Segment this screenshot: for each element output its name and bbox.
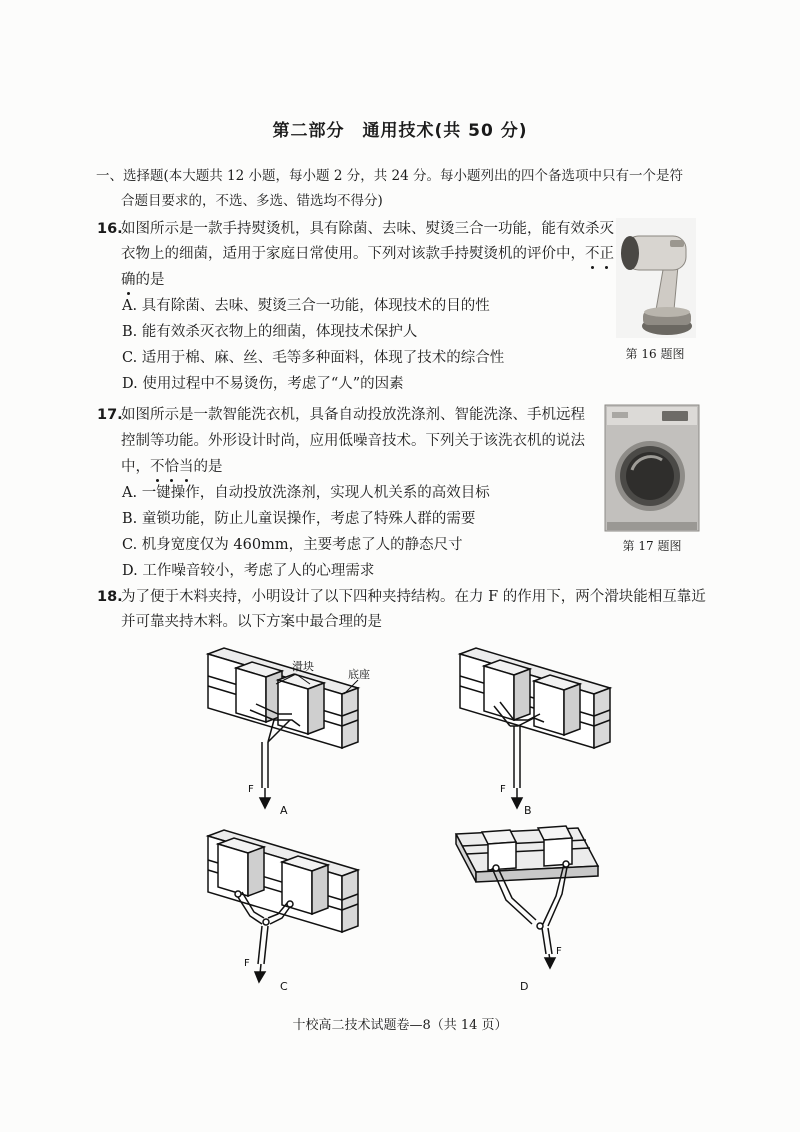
q16-line-3-text: 的是 [135, 272, 165, 288]
q16-line-2 [121, 244, 614, 264]
q16-option-a: A. 具有除菌、去味、熨烫三合一功能，体现技术的目的性 [122, 298, 490, 314]
q17-line-3 [121, 457, 223, 477]
q17-figure-caption: 第 17 题图 [622, 539, 682, 553]
clamp-diagram-d [448, 822, 648, 1002]
option-label-d: D [520, 980, 529, 993]
instructions-line-1: 一、选择题(本大题共 12 小题，每小题 2 分，共 24 分。每小题列出的四个备选项中只有一个是符 [96, 168, 683, 184]
slider-label: 滑块 [292, 660, 314, 673]
clamp-diagram-a [196, 640, 396, 820]
q17-line-3-pre: 中， [121, 459, 150, 475]
force-label-c: F [244, 958, 250, 969]
q16-line-2-text: 衣物上的细菌，适用于家庭日常使用。下列对该款手持熨烫机的评价中， [121, 246, 585, 262]
force-label-a: F [248, 784, 254, 795]
clamp-diagram-b [448, 640, 648, 820]
q16-figure-caption: 第 16 题图 [625, 347, 685, 361]
q16-emphasis-1: 不 [585, 246, 600, 262]
q16-option-c: C. 适用于棉、麻、丝、毛等多种面料，体现了技术的综合性 [122, 350, 505, 366]
q16-number: 16. [97, 221, 123, 237]
q17-line-3-post: 的是 [193, 459, 223, 475]
instructions-line-2: 合题目要求的，不选、多选、错选均不得分) [121, 193, 383, 209]
q17-line-1: 如图所示是一款智能洗衣机，具备自动投放洗涤剂、智能洗涤、手机远程 [121, 407, 585, 423]
q17-emphasis-3: 当 [179, 459, 194, 475]
washing-machine-image [604, 404, 700, 532]
force-label-d: F [556, 946, 562, 957]
q17-emphasis-2: 恰 [164, 459, 179, 475]
option-label-b: B [524, 804, 532, 817]
section-title: 第二部分 通用技术(共 50 分) [272, 121, 528, 141]
q16-emphasis-2: 正 [599, 246, 614, 262]
q18-number: 18. [97, 589, 123, 605]
q17-line-2: 控制等功能。外形设计时尚，应用低噪音技术。下列关于该洗衣机的说法 [121, 433, 585, 449]
page-footer: 十校高二技术试题卷—8（共 14 页） [292, 1018, 508, 1033]
q17-option-a: A. 一键操作，自动投放洗涤剂，实现人机关系的高效目标 [122, 485, 490, 501]
q17-option-d: D. 工作噪音较小，考虑了人的心理需求 [122, 563, 375, 579]
q16-option-d: D. 使用过程中不易烫伤，考虑了“人”的因素 [122, 376, 404, 392]
option-label-c: C [280, 980, 288, 993]
q17-number: 17. [97, 407, 123, 423]
q17-option-b: B. 童锁功能，防止儿童误操作，考虑了特殊人群的需要 [122, 511, 476, 527]
clamp-diagram-c [196, 822, 396, 1002]
steamer-image [612, 214, 698, 340]
base-label: 底座 [348, 668, 370, 681]
q16-line-1: 如图所示是一款手持熨烫机，具有除菌、去味、熨烫三合一功能，能有效杀灭 [121, 221, 614, 237]
q18-line-1: 为了便于木料夹持，小明设计了以下四种夹持结构。在力 F 的作用下，两个滑块能相互靠近 [121, 589, 706, 605]
q16-option-b: B. 能有效杀灭衣物上的细菌，体现技术保护人 [122, 324, 418, 340]
q18-line-2: 并可靠夹持木料。以下方案中最合理的是 [121, 614, 382, 630]
q16-line-3 [121, 270, 165, 290]
option-label-a: A [280, 804, 288, 817]
q17-emphasis-1: 不 [150, 459, 165, 475]
q17-option-c: C. 机身宽度仅为 460mm，主要考虑了人的静态尺寸 [122, 537, 463, 553]
force-label-b: F [500, 784, 506, 795]
q16-emphasis-3: 确 [121, 272, 136, 288]
